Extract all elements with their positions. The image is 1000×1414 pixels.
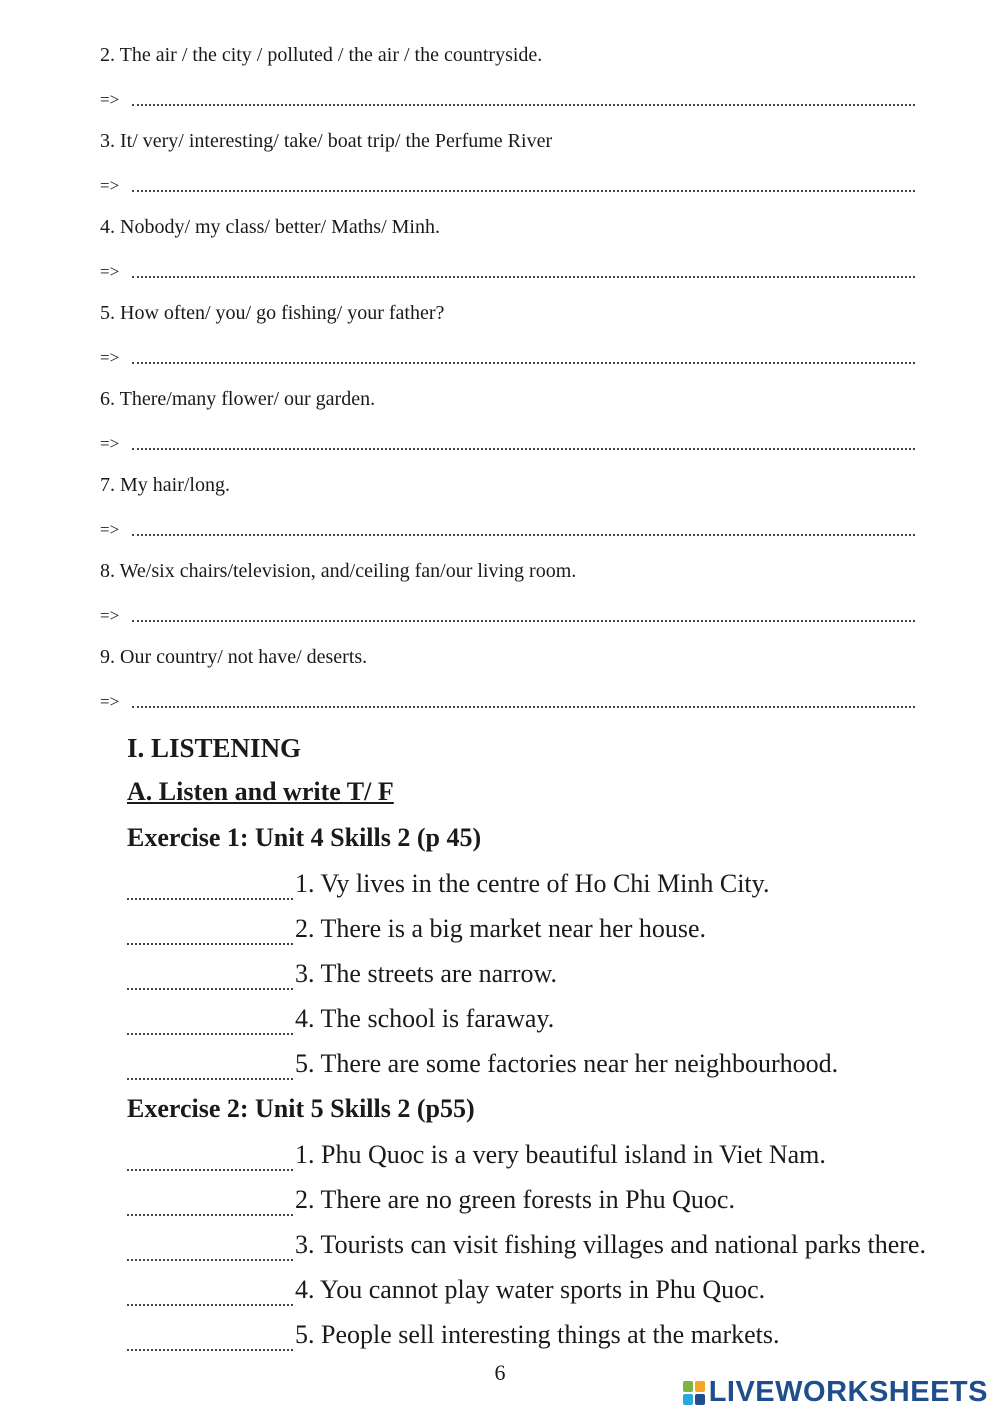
statement-text: 3. Tourists can visit fishing villages and national parks there.: [295, 1230, 926, 1259]
tf-statement: [127, 1313, 967, 1358]
answer-line: [100, 600, 915, 626]
statement-text: 3. The streets are narrow.: [295, 959, 558, 988]
arrow-icon: =>: [100, 606, 120, 625]
tf-statement: [127, 1178, 967, 1223]
sentence-prompt: 9. Our country/ not have/ deserts.: [100, 646, 368, 668]
statement-text: 5. There are some factories near her neighbourhood.: [295, 1049, 839, 1078]
statement-text: 1. Phu Quoc is a very beautiful island in Viet Nam.: [295, 1140, 826, 1169]
tf-answer-input[interactable]: [127, 1149, 293, 1171]
sentence-item: [100, 556, 915, 642]
sentence-item: [100, 384, 915, 470]
tf-statement: [127, 862, 967, 907]
sentence-item: [100, 642, 915, 728]
answer-input[interactable]: [132, 518, 915, 536]
arrow-icon: =>: [100, 692, 120, 711]
liveworksheets-brand[interactable]: [683, 1376, 988, 1409]
tf-statement: [127, 1042, 967, 1087]
subsection-title: [127, 772, 967, 816]
answer-line: [100, 428, 915, 454]
arrow-icon: =>: [100, 348, 120, 367]
arrow-icon: =>: [100, 90, 120, 109]
brand-name: LIVEWORKSHEETS: [708, 1376, 988, 1408]
exercise-title: Exercise 1: Unit 4 Skills 2 (p 45): [127, 823, 482, 852]
statement-text: 2. There are no green forests in Phu Quoc.: [295, 1185, 735, 1214]
sentence-prompt: 7. My hair/long.: [100, 474, 230, 496]
statement-text: 1. Vy lives in the centre of Ho Chi Minh City.: [295, 869, 770, 898]
answer-line: [100, 256, 915, 282]
tf-answer-input[interactable]: [127, 1194, 293, 1216]
answer-input[interactable]: [132, 88, 915, 106]
sentence-item: [100, 212, 915, 298]
arrow-icon: =>: [100, 176, 120, 195]
sentence-prompt: 3. It/ very/ interesting/ take/ boat trip/ the Perfume River: [100, 130, 553, 152]
tf-answer-input[interactable]: [127, 1329, 293, 1351]
answer-line: [100, 84, 915, 110]
tf-answer-input[interactable]: [127, 1284, 293, 1306]
answer-line: [100, 514, 915, 540]
arrow-icon: =>: [100, 434, 120, 453]
statement-text: 5. People sell interesting things at the markets.: [295, 1320, 780, 1349]
tf-answer-input[interactable]: [127, 968, 293, 990]
tf-statement: [127, 1133, 967, 1178]
sentence-item: [100, 126, 915, 212]
answer-line: [100, 686, 915, 712]
page-number: 6: [494, 1360, 506, 1385]
tf-statement: [127, 1268, 967, 1313]
tf-answer-input[interactable]: [127, 1058, 293, 1080]
tf-statement: [127, 907, 967, 952]
statement-text: 4. The school is faraway.: [295, 1004, 555, 1033]
sentence-building-section: [100, 40, 915, 728]
tf-statement: [127, 997, 967, 1042]
exercise-title: Exercise 2: Unit 5 Skills 2 (p55): [127, 1094, 475, 1123]
answer-input[interactable]: [132, 346, 915, 364]
section-title: I. LISTENING: [127, 733, 302, 763]
arrow-icon: =>: [100, 520, 120, 539]
tf-answer-input[interactable]: [127, 1239, 293, 1261]
statement-text: 4. You cannot play water sports in Phu Quoc.: [295, 1275, 766, 1304]
sentence-item: [100, 470, 915, 556]
sentence-item: [100, 40, 915, 126]
sentence-item: [100, 298, 915, 384]
subsection-title-text: A. Listen and write T/ F: [127, 777, 394, 806]
tf-statement: [127, 1223, 967, 1268]
liveworksheets-logo-icon: [683, 1381, 705, 1405]
answer-input[interactable]: [132, 432, 915, 450]
tf-statement: [127, 952, 967, 997]
statement-text: 2. There is a big market near her house.: [295, 914, 707, 943]
tf-answer-input[interactable]: [127, 923, 293, 945]
answer-line: [100, 342, 915, 368]
answer-input[interactable]: [132, 174, 915, 192]
tf-answer-input[interactable]: [127, 1013, 293, 1035]
arrow-icon: =>: [100, 262, 120, 281]
tf-answer-input[interactable]: [127, 878, 293, 900]
listening-section: [127, 730, 967, 1358]
sentence-prompt: 8. We/six chairs/television, and/ceiling fan/our living room.: [100, 560, 577, 582]
answer-input[interactable]: [132, 260, 915, 278]
answer-input[interactable]: [132, 604, 915, 622]
answer-input[interactable]: [132, 690, 915, 708]
sentence-prompt: 5. How often/ you/ go fishing/ your father?: [100, 302, 445, 324]
sentence-prompt: 4. Nobody/ my class/ better/ Maths/ Minh.: [100, 216, 440, 238]
answer-line: [100, 170, 915, 196]
sentence-prompt: 6. There/many flower/ our garden.: [100, 388, 376, 410]
sentence-prompt: 2. The air / the city / polluted / the air / the countryside.: [100, 44, 543, 66]
